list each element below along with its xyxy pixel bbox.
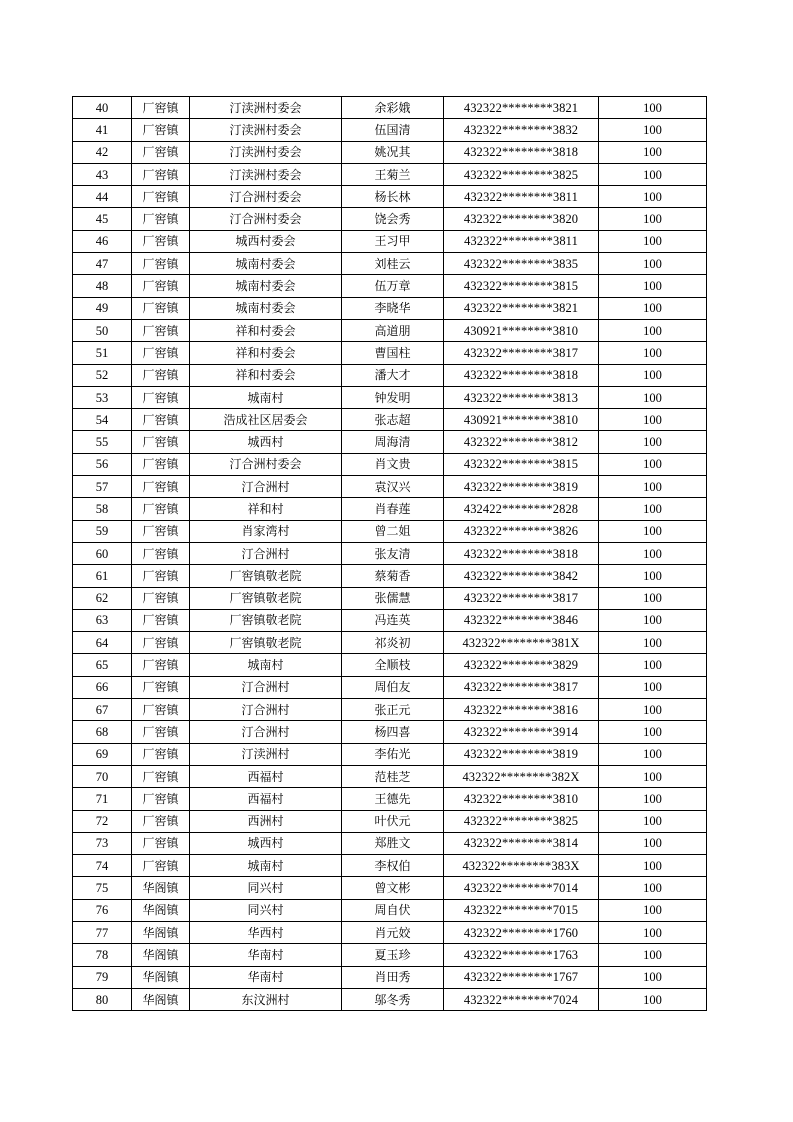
table-row <box>73 141 707 163</box>
amount-cell: 100 <box>599 855 707 877</box>
row-number: 57 <box>73 476 132 498</box>
table-row <box>73 275 707 297</box>
id-number-cell: 432322********3817 <box>444 342 599 364</box>
name-cell: 袁汉兴 <box>342 476 444 498</box>
row-number: 49 <box>73 297 132 319</box>
town-cell: 厂窖镇 <box>132 186 190 208</box>
amount-cell: 100 <box>599 832 707 854</box>
village-cell: 东汶洲村 <box>190 988 342 1010</box>
row-number: 54 <box>73 409 132 431</box>
amount-cell: 100 <box>599 810 707 832</box>
id-number-cell: 432322********3818 <box>444 364 599 386</box>
amount-cell: 100 <box>599 253 707 275</box>
town-cell: 厂窖镇 <box>132 632 190 654</box>
amount-cell: 100 <box>599 119 707 141</box>
name-cell: 姚况其 <box>342 141 444 163</box>
row-number: 64 <box>73 632 132 654</box>
row-number: 56 <box>73 453 132 475</box>
row-number: 66 <box>73 676 132 698</box>
village-cell: 西洲村 <box>190 810 342 832</box>
name-cell: 李权伯 <box>342 855 444 877</box>
name-cell: 余彩娥 <box>342 97 444 119</box>
id-number-cell: 432322********3914 <box>444 721 599 743</box>
amount-cell: 100 <box>599 899 707 921</box>
village-cell: 城西村委会 <box>190 230 342 252</box>
id-number-cell: 432322********1763 <box>444 944 599 966</box>
village-cell: 汀合洲村 <box>190 721 342 743</box>
name-cell: 杨四喜 <box>342 721 444 743</box>
table-row <box>73 855 707 877</box>
town-cell: 厂窖镇 <box>132 342 190 364</box>
id-number-cell: 432322********3819 <box>444 476 599 498</box>
amount-cell: 100 <box>599 275 707 297</box>
amount-cell: 100 <box>599 431 707 453</box>
id-number-cell: 432322********3818 <box>444 141 599 163</box>
town-cell: 厂窖镇 <box>132 832 190 854</box>
table-row <box>73 319 707 341</box>
amount-cell: 100 <box>599 988 707 1010</box>
amount-cell: 100 <box>599 944 707 966</box>
id-number-cell: 432322********3829 <box>444 654 599 676</box>
town-cell: 厂窖镇 <box>132 119 190 141</box>
table-row <box>73 632 707 654</box>
id-number-cell: 432322********7015 <box>444 899 599 921</box>
name-cell: 李晓华 <box>342 297 444 319</box>
name-cell: 伍国清 <box>342 119 444 141</box>
amount-cell: 100 <box>599 342 707 364</box>
village-cell: 祥和村 <box>190 498 342 520</box>
id-number-cell: 432322********3816 <box>444 699 599 721</box>
row-number: 58 <box>73 498 132 520</box>
id-number-cell: 430921********3810 <box>444 409 599 431</box>
name-cell: 周自伏 <box>342 899 444 921</box>
row-number: 48 <box>73 275 132 297</box>
name-cell: 肖春莲 <box>342 498 444 520</box>
town-cell: 华阁镇 <box>132 877 190 899</box>
village-cell: 汀合洲村委会 <box>190 453 342 475</box>
table-row <box>73 364 707 386</box>
name-cell: 张正元 <box>342 699 444 721</box>
name-cell: 冯连英 <box>342 609 444 631</box>
name-cell: 曹国柱 <box>342 342 444 364</box>
village-cell: 祥和村委会 <box>190 364 342 386</box>
amount-cell: 100 <box>599 386 707 408</box>
village-cell: 西福村 <box>190 765 342 787</box>
name-cell: 肖文贵 <box>342 453 444 475</box>
town-cell: 厂窖镇 <box>132 788 190 810</box>
amount-cell: 100 <box>599 319 707 341</box>
row-number: 79 <box>73 966 132 988</box>
amount-cell: 100 <box>599 364 707 386</box>
village-cell: 汀合洲村 <box>190 699 342 721</box>
village-cell: 浩成社区居委会 <box>190 409 342 431</box>
village-cell: 同兴村 <box>190 899 342 921</box>
town-cell: 厂窖镇 <box>132 386 190 408</box>
table-row <box>73 966 707 988</box>
beneficiary-table <box>72 96 707 1011</box>
village-cell: 城南村 <box>190 654 342 676</box>
amount-cell: 100 <box>599 587 707 609</box>
name-cell: 饶会秀 <box>342 208 444 230</box>
amount-cell: 100 <box>599 141 707 163</box>
name-cell: 李佑光 <box>342 743 444 765</box>
row-number: 59 <box>73 520 132 542</box>
name-cell: 肖元姣 <box>342 921 444 943</box>
id-number-cell: 432322********3825 <box>444 163 599 185</box>
table-row <box>73 431 707 453</box>
table-row <box>73 765 707 787</box>
id-number-cell: 432322********3846 <box>444 609 599 631</box>
village-cell: 祥和村委会 <box>190 319 342 341</box>
town-cell: 厂窖镇 <box>132 654 190 676</box>
amount-cell: 100 <box>599 676 707 698</box>
town-cell: 厂窖镇 <box>132 810 190 832</box>
town-cell: 厂窖镇 <box>132 141 190 163</box>
row-number: 44 <box>73 186 132 208</box>
row-number: 41 <box>73 119 132 141</box>
town-cell: 厂窖镇 <box>132 97 190 119</box>
village-cell: 汀渎洲村委会 <box>190 97 342 119</box>
table-row <box>73 921 707 943</box>
table-row <box>73 743 707 765</box>
table-row <box>73 520 707 542</box>
row-number: 42 <box>73 141 132 163</box>
name-cell: 张儒慧 <box>342 587 444 609</box>
village-cell: 厂窖镇敬老院 <box>190 632 342 654</box>
table-row <box>73 230 707 252</box>
id-number-cell: 432322********3819 <box>444 743 599 765</box>
id-number-cell: 432322********382X <box>444 765 599 787</box>
row-number: 77 <box>73 921 132 943</box>
town-cell: 厂窖镇 <box>132 253 190 275</box>
amount-cell: 100 <box>599 654 707 676</box>
id-number-cell: 432322********1760 <box>444 921 599 943</box>
table-row <box>73 788 707 810</box>
row-number: 50 <box>73 319 132 341</box>
town-cell: 厂窖镇 <box>132 609 190 631</box>
name-cell: 范桂芝 <box>342 765 444 787</box>
table-row <box>73 721 707 743</box>
row-number: 75 <box>73 877 132 899</box>
name-cell: 肖田秀 <box>342 966 444 988</box>
row-number: 68 <box>73 721 132 743</box>
row-number: 46 <box>73 230 132 252</box>
table-row <box>73 163 707 185</box>
table-row <box>73 676 707 698</box>
name-cell: 曾文彬 <box>342 877 444 899</box>
id-number-cell: 432322********7024 <box>444 988 599 1010</box>
name-cell: 蔡菊香 <box>342 565 444 587</box>
amount-cell: 100 <box>599 565 707 587</box>
town-cell: 华阁镇 <box>132 988 190 1010</box>
row-number: 43 <box>73 163 132 185</box>
village-cell: 厂窖镇敬老院 <box>190 565 342 587</box>
id-number-cell: 432322********383X <box>444 855 599 877</box>
town-cell: 厂窖镇 <box>132 765 190 787</box>
name-cell: 郑胜文 <box>342 832 444 854</box>
town-cell: 厂窖镇 <box>132 721 190 743</box>
amount-cell: 100 <box>599 409 707 431</box>
table-row <box>73 609 707 631</box>
amount-cell: 100 <box>599 542 707 564</box>
town-cell: 厂窖镇 <box>132 230 190 252</box>
town-cell: 厂窖镇 <box>132 275 190 297</box>
name-cell: 王德先 <box>342 788 444 810</box>
village-cell: 城南村 <box>190 386 342 408</box>
name-cell: 张志超 <box>342 409 444 431</box>
village-cell: 厂窖镇敬老院 <box>190 587 342 609</box>
village-cell: 汀渎洲村 <box>190 743 342 765</box>
village-cell: 汀渎洲村委会 <box>190 141 342 163</box>
town-cell: 华阁镇 <box>132 921 190 943</box>
row-number: 62 <box>73 587 132 609</box>
table-row <box>73 944 707 966</box>
table-row <box>73 699 707 721</box>
village-cell: 西福村 <box>190 788 342 810</box>
town-cell: 厂窖镇 <box>132 364 190 386</box>
town-cell: 厂窖镇 <box>132 431 190 453</box>
amount-cell: 100 <box>599 632 707 654</box>
row-number: 61 <box>73 565 132 587</box>
amount-cell: 100 <box>599 453 707 475</box>
row-number: 67 <box>73 699 132 721</box>
village-cell: 城西村 <box>190 832 342 854</box>
amount-cell: 100 <box>599 765 707 787</box>
table-row <box>73 832 707 854</box>
amount-cell: 100 <box>599 163 707 185</box>
id-number-cell: 432322********3813 <box>444 386 599 408</box>
table-row <box>73 253 707 275</box>
row-number: 69 <box>73 743 132 765</box>
name-cell: 钟发明 <box>342 386 444 408</box>
amount-cell: 100 <box>599 609 707 631</box>
village-cell: 华南村 <box>190 966 342 988</box>
amount-cell: 100 <box>599 208 707 230</box>
village-cell: 汀合洲村 <box>190 676 342 698</box>
table-row <box>73 476 707 498</box>
town-cell: 厂窖镇 <box>132 498 190 520</box>
town-cell: 厂窖镇 <box>132 520 190 542</box>
table-row <box>73 208 707 230</box>
town-cell: 厂窖镇 <box>132 565 190 587</box>
village-cell: 华西村 <box>190 921 342 943</box>
row-number: 80 <box>73 988 132 1010</box>
town-cell: 厂窖镇 <box>132 699 190 721</box>
village-cell: 汀合洲村 <box>190 476 342 498</box>
village-cell: 城南村委会 <box>190 297 342 319</box>
table-row <box>73 186 707 208</box>
row-number: 40 <box>73 97 132 119</box>
name-cell: 王菊兰 <box>342 163 444 185</box>
table-row <box>73 542 707 564</box>
row-number: 76 <box>73 899 132 921</box>
name-cell: 杨长林 <box>342 186 444 208</box>
id-number-cell: 432322********3832 <box>444 119 599 141</box>
row-number: 71 <box>73 788 132 810</box>
amount-cell: 100 <box>599 699 707 721</box>
id-number-cell: 432322********3814 <box>444 832 599 854</box>
row-number: 63 <box>73 609 132 631</box>
table-row <box>73 810 707 832</box>
amount-cell: 100 <box>599 966 707 988</box>
amount-cell: 100 <box>599 520 707 542</box>
town-cell: 华阁镇 <box>132 899 190 921</box>
village-cell: 城南村 <box>190 855 342 877</box>
town-cell: 厂窖镇 <box>132 676 190 698</box>
id-number-cell: 432322********3817 <box>444 676 599 698</box>
row-number: 47 <box>73 253 132 275</box>
village-cell: 汀合洲村委会 <box>190 186 342 208</box>
id-number-cell: 432322********3835 <box>444 253 599 275</box>
row-number: 52 <box>73 364 132 386</box>
table-row <box>73 342 707 364</box>
town-cell: 厂窖镇 <box>132 208 190 230</box>
id-number-cell: 432322********3821 <box>444 297 599 319</box>
id-number-cell: 432322********3821 <box>444 97 599 119</box>
name-cell: 邬冬秀 <box>342 988 444 1010</box>
id-number-cell: 432322********3818 <box>444 542 599 564</box>
village-cell: 汀渎洲村委会 <box>190 119 342 141</box>
village-cell: 肖家湾村 <box>190 520 342 542</box>
village-cell: 城南村委会 <box>190 275 342 297</box>
amount-cell: 100 <box>599 230 707 252</box>
row-number: 73 <box>73 832 132 854</box>
amount-cell: 100 <box>599 877 707 899</box>
table-row <box>73 899 707 921</box>
id-number-cell: 430921********3810 <box>444 319 599 341</box>
amount-cell: 100 <box>599 476 707 498</box>
name-cell: 夏玉珍 <box>342 944 444 966</box>
row-number: 53 <box>73 386 132 408</box>
table-row <box>73 297 707 319</box>
id-number-cell: 432322********3810 <box>444 788 599 810</box>
table-row <box>73 119 707 141</box>
amount-cell: 100 <box>599 97 707 119</box>
id-number-cell: 432322********3815 <box>444 275 599 297</box>
name-cell: 曾二姐 <box>342 520 444 542</box>
name-cell: 高道朋 <box>342 319 444 341</box>
id-number-cell: 432322********1767 <box>444 966 599 988</box>
village-cell: 华南村 <box>190 944 342 966</box>
amount-cell: 100 <box>599 921 707 943</box>
town-cell: 厂窖镇 <box>132 453 190 475</box>
name-cell: 全顺枝 <box>342 654 444 676</box>
row-number: 65 <box>73 654 132 676</box>
amount-cell: 100 <box>599 186 707 208</box>
town-cell: 厂窖镇 <box>132 743 190 765</box>
id-number-cell: 432322********3812 <box>444 431 599 453</box>
name-cell: 王习甲 <box>342 230 444 252</box>
table-row <box>73 654 707 676</box>
amount-cell: 100 <box>599 721 707 743</box>
table-row <box>73 409 707 431</box>
table-row <box>73 453 707 475</box>
amount-cell: 100 <box>599 788 707 810</box>
village-cell: 祥和村委会 <box>190 342 342 364</box>
amount-cell: 100 <box>599 743 707 765</box>
name-cell: 叶伏元 <box>342 810 444 832</box>
name-cell: 周伯友 <box>342 676 444 698</box>
village-cell: 城南村委会 <box>190 253 342 275</box>
row-number: 72 <box>73 810 132 832</box>
id-number-cell: 432322********3815 <box>444 453 599 475</box>
id-number-cell: 432322********3826 <box>444 520 599 542</box>
table-row <box>73 386 707 408</box>
name-cell: 潘大才 <box>342 364 444 386</box>
name-cell: 祁炎初 <box>342 632 444 654</box>
table-row <box>73 877 707 899</box>
row-number: 60 <box>73 542 132 564</box>
table-row <box>73 97 707 119</box>
name-cell: 刘桂云 <box>342 253 444 275</box>
amount-cell: 100 <box>599 297 707 319</box>
id-number-cell: 432322********381X <box>444 632 599 654</box>
row-number: 45 <box>73 208 132 230</box>
table-row <box>73 498 707 520</box>
id-number-cell: 432322********3820 <box>444 208 599 230</box>
table-body <box>73 97 707 1011</box>
id-number-cell: 432322********7014 <box>444 877 599 899</box>
village-cell: 城西村 <box>190 431 342 453</box>
id-number-cell: 432322********3811 <box>444 186 599 208</box>
name-cell: 周海清 <box>342 431 444 453</box>
amount-cell: 100 <box>599 498 707 520</box>
name-cell: 张友清 <box>342 542 444 564</box>
id-number-cell: 432322********3811 <box>444 230 599 252</box>
row-number: 51 <box>73 342 132 364</box>
id-number-cell: 432322********3842 <box>444 565 599 587</box>
village-cell: 同兴村 <box>190 877 342 899</box>
row-number: 74 <box>73 855 132 877</box>
town-cell: 厂窖镇 <box>132 855 190 877</box>
row-number: 70 <box>73 765 132 787</box>
row-number: 55 <box>73 431 132 453</box>
village-cell: 汀渎洲村委会 <box>190 163 342 185</box>
town-cell: 厂窖镇 <box>132 319 190 341</box>
village-cell: 汀合洲村委会 <box>190 208 342 230</box>
id-number-cell: 432422********2828 <box>444 498 599 520</box>
town-cell: 华阁镇 <box>132 944 190 966</box>
town-cell: 厂窖镇 <box>132 163 190 185</box>
table-row <box>73 988 707 1010</box>
village-cell: 汀合洲村 <box>190 542 342 564</box>
town-cell: 厂窖镇 <box>132 409 190 431</box>
town-cell: 华阁镇 <box>132 966 190 988</box>
town-cell: 厂窖镇 <box>132 542 190 564</box>
table-row <box>73 587 707 609</box>
town-cell: 厂窖镇 <box>132 297 190 319</box>
name-cell: 伍万章 <box>342 275 444 297</box>
id-number-cell: 432322********3825 <box>444 810 599 832</box>
table-row <box>73 565 707 587</box>
village-cell: 厂窖镇敬老院 <box>190 609 342 631</box>
town-cell: 厂窖镇 <box>132 476 190 498</box>
id-number-cell: 432322********3817 <box>444 587 599 609</box>
town-cell: 厂窖镇 <box>132 587 190 609</box>
row-number: 78 <box>73 944 132 966</box>
